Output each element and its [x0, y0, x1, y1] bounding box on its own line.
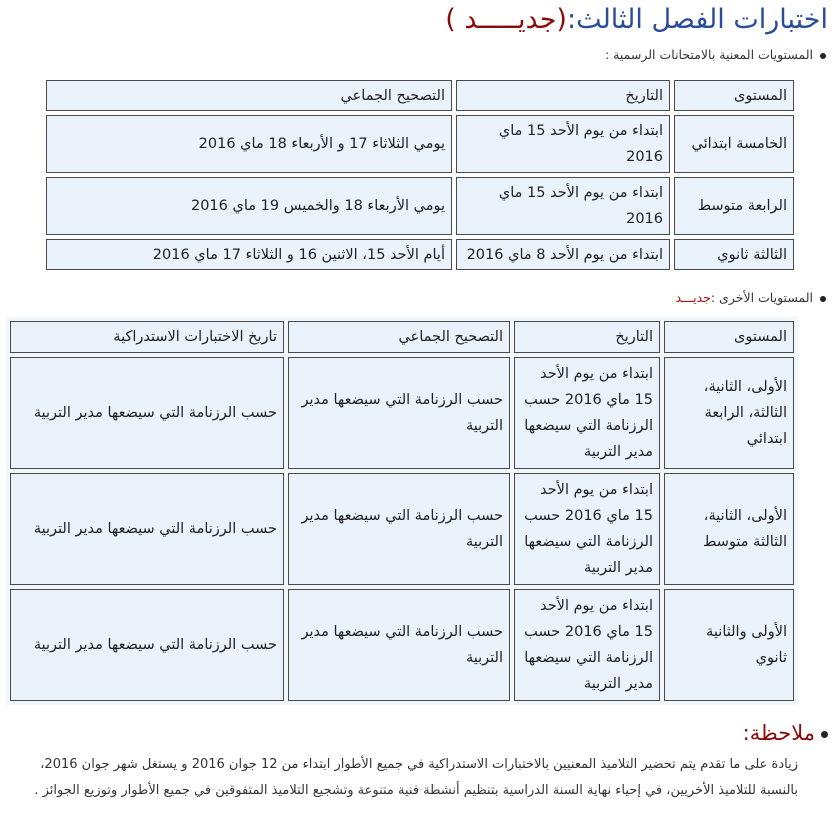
official-levels-bullet	[605, 46, 826, 64]
cell-date: ابتداء من يوم الأحد 15 ماي 2016 حسب الرزنامة التي سيضعها مدير التربية	[514, 357, 660, 469]
bullet-dot-icon	[821, 731, 828, 738]
title-main: اختبارات الفصل الثالث:	[566, 4, 828, 35]
cell-level: الخامسة ابتدائي	[674, 115, 794, 173]
cell-correction: يومي الثلاثاء 17 و الأربعاء 18 ماي 2016	[46, 115, 452, 173]
header-date: التاريخ	[514, 321, 660, 353]
cell-level: الثالثة ثانوي	[674, 239, 794, 270]
cell-correction: حسب الرزنامة التي سيضعها مدير التربية	[288, 589, 510, 701]
title-new-badge: (جديـــــد )	[445, 4, 567, 35]
header-date: التاريخ	[456, 80, 670, 111]
cell-correction: أيام الأحد 15، الاثنين 16 و الثلاثاء 17 ماي 2016	[46, 239, 452, 270]
cell-date: ابتداء من يوم الأحد 15 ماي 2016 حسب الرزنامة التي سيضعها مدير التربية	[514, 589, 660, 701]
bullet-dot-icon	[820, 296, 826, 302]
bullet-dot-icon	[820, 53, 826, 59]
header-correction: التصحيح الجماعي	[288, 321, 510, 353]
other-exams-table	[6, 317, 798, 705]
official-exams-table	[42, 76, 798, 274]
other-levels-bullet	[676, 289, 826, 307]
cell-level: الرابعة متوسط	[674, 177, 794, 235]
table-row	[10, 473, 794, 585]
table-row	[46, 115, 794, 173]
cell-level: الأولى، الثانية، الثالثة، الرابعة ابتدائي	[664, 357, 794, 469]
note-heading	[743, 719, 828, 747]
header-level: المستوى	[664, 321, 794, 353]
cell-date: ابتداء من يوم الأحد 15 ماي 2016 حسب الرزنامة التي سيضعها مدير التربية	[514, 473, 660, 585]
note-title: ملاحظة:	[742, 721, 815, 745]
cell-date: ابتداء من يوم الأحد 15 ماي 2016	[456, 115, 670, 173]
cell-makeup-date: حسب الرزنامة التي سيضعها مدير التربية	[10, 357, 284, 469]
cell-correction: حسب الرزنامة التي سيضعها مدير التربية	[288, 357, 510, 469]
header-makeup-date: تاريخ الاختبارات الاستدراكية	[10, 321, 284, 353]
table-row	[10, 357, 794, 469]
page-title	[445, 2, 828, 38]
cell-date: ابتداء من يوم الأحد 15 ماي 2016	[456, 177, 670, 235]
cell-correction: يومي الأربعاء 18 والخميس 19 ماي 2016	[46, 177, 452, 235]
table-row	[10, 589, 794, 701]
cell-level: الأولى والثانية ثانوي	[664, 589, 794, 701]
table-header-row	[10, 321, 794, 353]
cell-correction: حسب الرزنامة التي سيضعها مدير التربية	[288, 473, 510, 585]
other-levels-label: المستويات الأخرى :	[710, 290, 813, 305]
note-paragraph: زيادة على ما تقدم يتم تحضير التلاميذ المعنيين بالاختبارات الاستدراكية في جميع الأطوار ابتداء من 12 جوان 2016 و يستغل شهر جوان 2016، بالنسبة للتلاميذ الأخريين، في إحياء نهاية السنة الدراسية بتنظيم أنشطة فنية متنوعة وتشجيع التلاميذ المتفوقين في جميع الأطوار وتوزيع الجوائز .	[34, 757, 798, 798]
header-level: المستوى	[674, 80, 794, 111]
official-levels-label: المستويات المعنية بالامتحانات الرسمية :	[604, 47, 813, 62]
cell-date: ابتداء من يوم الأحد 8 ماي 2016	[456, 239, 670, 270]
cell-level: الأولى، الثانية، الثالثة متوسط	[664, 473, 794, 585]
table-row	[46, 239, 794, 270]
cell-makeup-date: حسب الرزنامة التي سيضعها مدير التربية	[10, 589, 284, 701]
other-levels-new-badge: جديـــد	[675, 290, 711, 305]
table-row	[46, 177, 794, 235]
cell-makeup-date: حسب الرزنامة التي سيضعها مدير التربية	[10, 473, 284, 585]
header-correction: التصحيح الجماعي	[46, 80, 452, 111]
table-header-row	[46, 80, 794, 111]
